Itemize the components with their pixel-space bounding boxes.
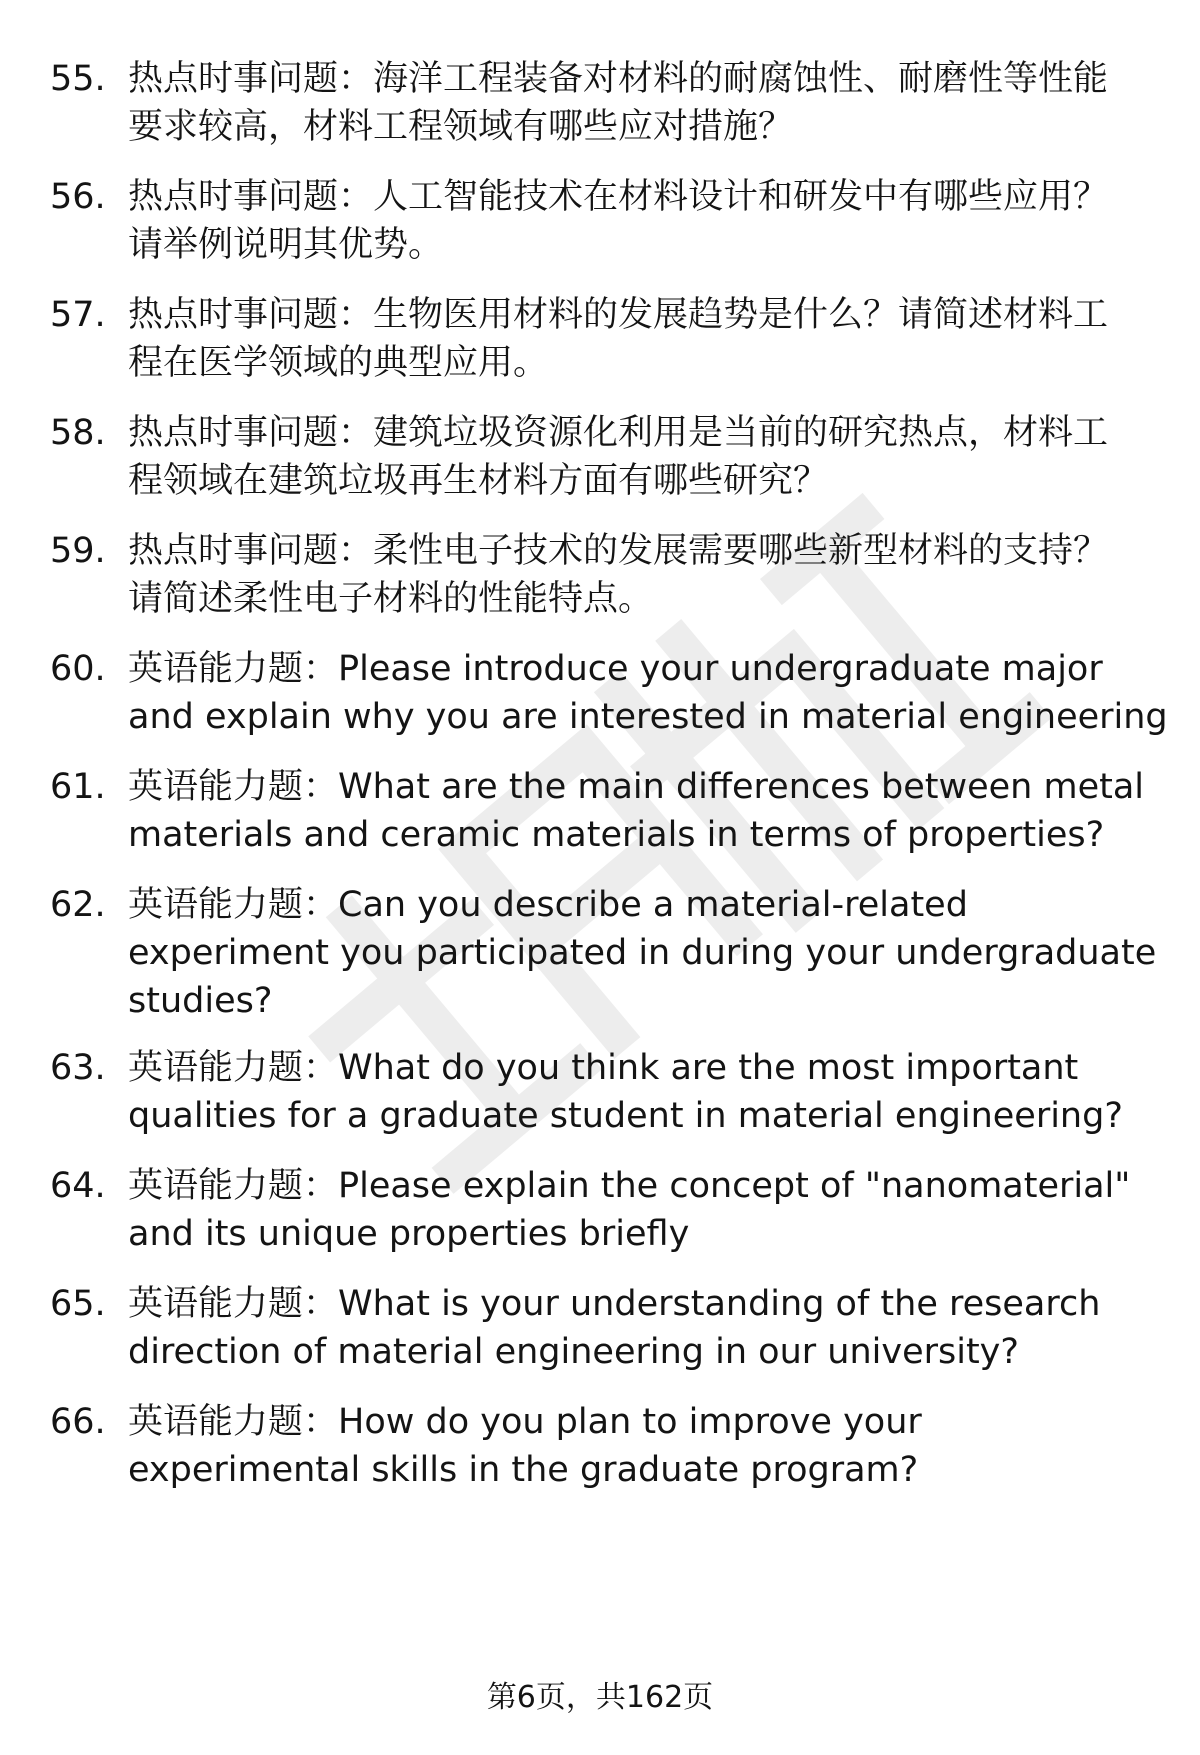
question-item bbox=[50, 55, 1160, 165]
question-item bbox=[50, 527, 1160, 637]
question-line: 英语能力题：What is your understanding of the research bbox=[128, 1284, 1101, 1324]
question-item bbox=[50, 291, 1160, 401]
question-line: and explain why you are interested in material engineering bbox=[128, 697, 1168, 737]
question-line: 程领域在建筑垃圾再生材料方面有哪些研究？ bbox=[128, 461, 829, 501]
question-item bbox=[50, 1398, 1160, 1508]
question-text bbox=[128, 291, 1200, 387]
question-line: 热点时事问题：建筑垃圾资源化利用是当前的研究热点，材料工 bbox=[128, 413, 1109, 453]
question-line: 英语能力题：What do you think are the most important bbox=[128, 1048, 1079, 1088]
question-number: 66. bbox=[50, 1402, 106, 1442]
question-line: materials and ceramic materials in terms of properties? bbox=[128, 815, 1105, 855]
question-number: 62. bbox=[50, 885, 106, 925]
question-item bbox=[50, 173, 1160, 283]
question-number: 64. bbox=[50, 1166, 106, 1206]
question-text bbox=[128, 1044, 1200, 1140]
question-line: studies? bbox=[128, 981, 273, 1021]
question-item bbox=[50, 1162, 1160, 1272]
question-number: 57. bbox=[50, 295, 106, 335]
question-item bbox=[50, 1280, 1160, 1390]
question-text bbox=[128, 173, 1200, 269]
question-line: 热点时事问题：海洋工程装备对材料的耐腐蚀性、耐磨性等性能 bbox=[128, 59, 1109, 99]
question-line: experimental skills in the graduate program? bbox=[128, 1450, 919, 1490]
question-text bbox=[128, 1398, 1200, 1494]
question-number: 58. bbox=[50, 413, 106, 453]
question-line: experiment you participated in during your undergraduate bbox=[128, 933, 1157, 973]
question-line: 程在医学领域的典型应用。 bbox=[128, 343, 549, 383]
question-number: 65. bbox=[50, 1284, 106, 1324]
question-line: 英语能力题：Can you describe a material-related bbox=[128, 885, 968, 925]
question-item bbox=[50, 645, 1168, 755]
question-number: 56. bbox=[50, 177, 106, 217]
question-item bbox=[50, 763, 1160, 873]
question-line: and its unique properties briefly bbox=[128, 1214, 690, 1254]
question-text bbox=[128, 645, 1200, 741]
question-line: 英语能力题：What are the main differences between metal bbox=[128, 767, 1145, 807]
question-line: 要求较高，材料工程领域有哪些应对措施？ bbox=[128, 107, 794, 147]
question-text bbox=[128, 55, 1200, 151]
question-number: 61. bbox=[50, 767, 106, 807]
question-text bbox=[128, 527, 1200, 623]
question-line: 热点时事问题：人工智能技术在材料设计和研发中有哪些应用？ bbox=[128, 177, 1109, 217]
question-line: direction of material engineering in our university? bbox=[128, 1332, 1019, 1372]
question-line: 热点时事问题：柔性电子技术的发展需要哪些新型材料的支持？ bbox=[128, 531, 1109, 571]
question-number: 59. bbox=[50, 531, 106, 571]
question-number: 63. bbox=[50, 1048, 106, 1088]
question-item bbox=[50, 409, 1160, 519]
question-item bbox=[50, 881, 1160, 1041]
question-text bbox=[128, 1280, 1200, 1376]
question-text bbox=[128, 409, 1200, 505]
question-number: 60. bbox=[50, 649, 106, 689]
question-line: 请简述柔性电子材料的性能特点。 bbox=[128, 579, 654, 619]
page-footer: 第6页，共162页 bbox=[486, 1680, 714, 1715]
question-text bbox=[128, 881, 1200, 1025]
question-item bbox=[50, 1044, 1160, 1154]
question-line: 热点时事问题：生物医用材料的发展趋势是什么？请简述材料工 bbox=[128, 295, 1109, 335]
question-text bbox=[128, 1162, 1200, 1258]
question-line: 英语能力题：Please explain the concept of "nanomaterial" bbox=[128, 1166, 1131, 1206]
question-line: 英语能力题：How do you plan to improve your bbox=[128, 1402, 922, 1442]
question-line: qualities for a graduate student in material engineering? bbox=[128, 1096, 1123, 1136]
question-text bbox=[128, 763, 1200, 859]
question-line: 英语能力题：Please introduce your undergraduate major bbox=[128, 649, 1103, 689]
question-number: 55. bbox=[50, 59, 106, 99]
question-line: 请举例说明其优势。 bbox=[128, 225, 444, 265]
